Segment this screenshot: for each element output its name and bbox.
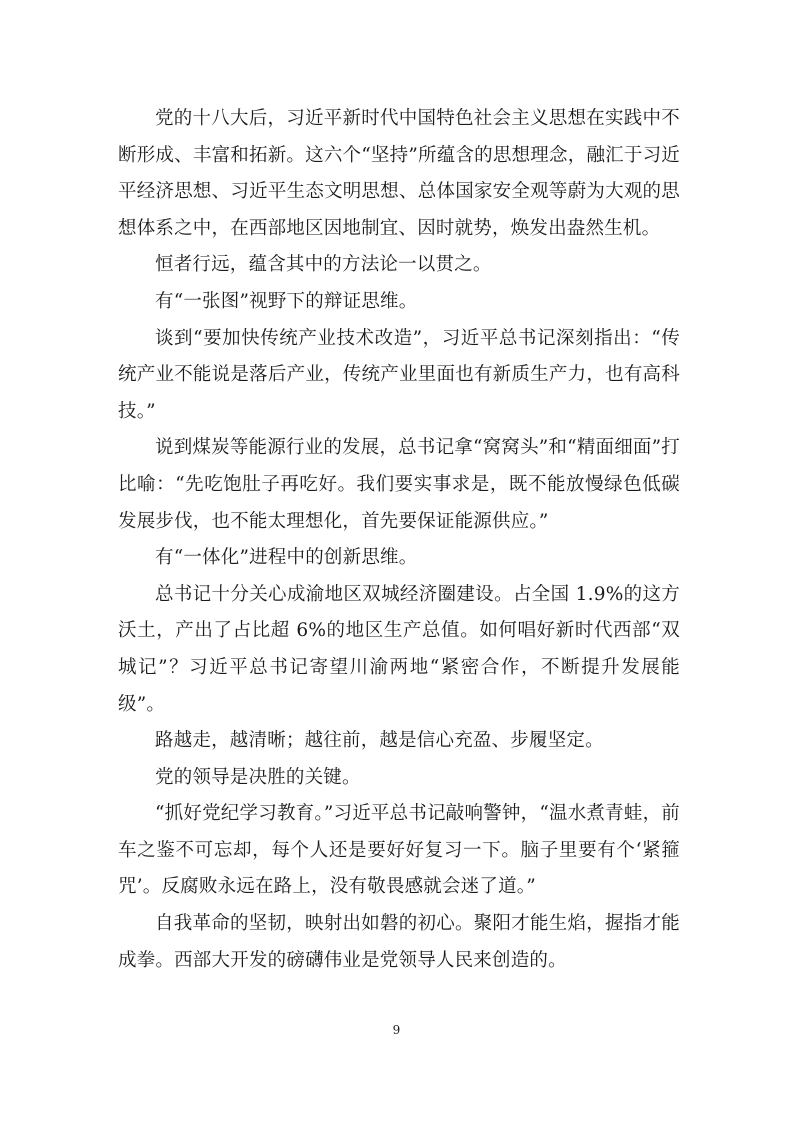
paragraph: 总书记十分关心成渝地区双城经济圈建设。占全国 1.9%的这方沃土，产出了占比超 6%的地区生产总值。如何唱好新时代西部“双城记”？习近平总书记寄望川渝两地“紧密合作，不断提升发展能级”。 [118, 583, 680, 715]
paragraph: 党的领导是决胜的关键。 [155, 766, 361, 788]
paragraph: 党的十八大后，习近平新时代中国特色社会主义思想在实践中不断形成、丰富和拓新。这六个“坚持”所蕴含的思想理念，融汇于习近平经济思想、习近平生态文明思想、总体国家安全观等蔚为大观的思想体系之中，在西部地区因地制宜、因时就势，焕发出盎然生机。 [118, 108, 680, 239]
paragraph: “抓好党纪学习教育。”习近平总书记敲响警钟，“温水煮青蛙，前车之鉴不可忘却，每个人还是要好好复习一下。脑子里要有个‘紧箍咒’。反腐败永远在路上，没有敬畏感就会迷了道。” [118, 803, 680, 898]
paragraph: 自我革命的坚韧，映射出如磐的初心。聚阳才能生焰，握指才能成拳。西部大开发的磅礴伟业是党领导人民来创造的。 [118, 913, 680, 971]
paragraph: 恒者行远，蕴含其中的方法论一以贯之。 [155, 254, 492, 276]
paragraph: 谈到“要加快传统产业技术改造”，习近平总书记深刻指出：“传统产业不能说是落后产业，传统产业里面也有新质生产力，也有高科技。” [118, 327, 680, 422]
paragraph: 路越走，越清晰；越往前，越是信心充盈、步履坚定。 [155, 730, 604, 752]
paragraph: 有“一张图”视野下的辩证思维。 [155, 290, 418, 312]
paragraph: 有“一体化”进程中的创新思维。 [155, 547, 418, 569]
paragraph: 说到煤炭等能源行业的发展，总书记拿“窝窝头”和“精面细面”打比喻：“先吃饱肚子再吃好。我们要实事求是，既不能放慢绿色低碳发展步伐，也不能太理想化，首先要保证能源供应。” [118, 437, 680, 532]
document-body [118, 101, 680, 979]
page-number: 9 [392, 1023, 401, 1037]
